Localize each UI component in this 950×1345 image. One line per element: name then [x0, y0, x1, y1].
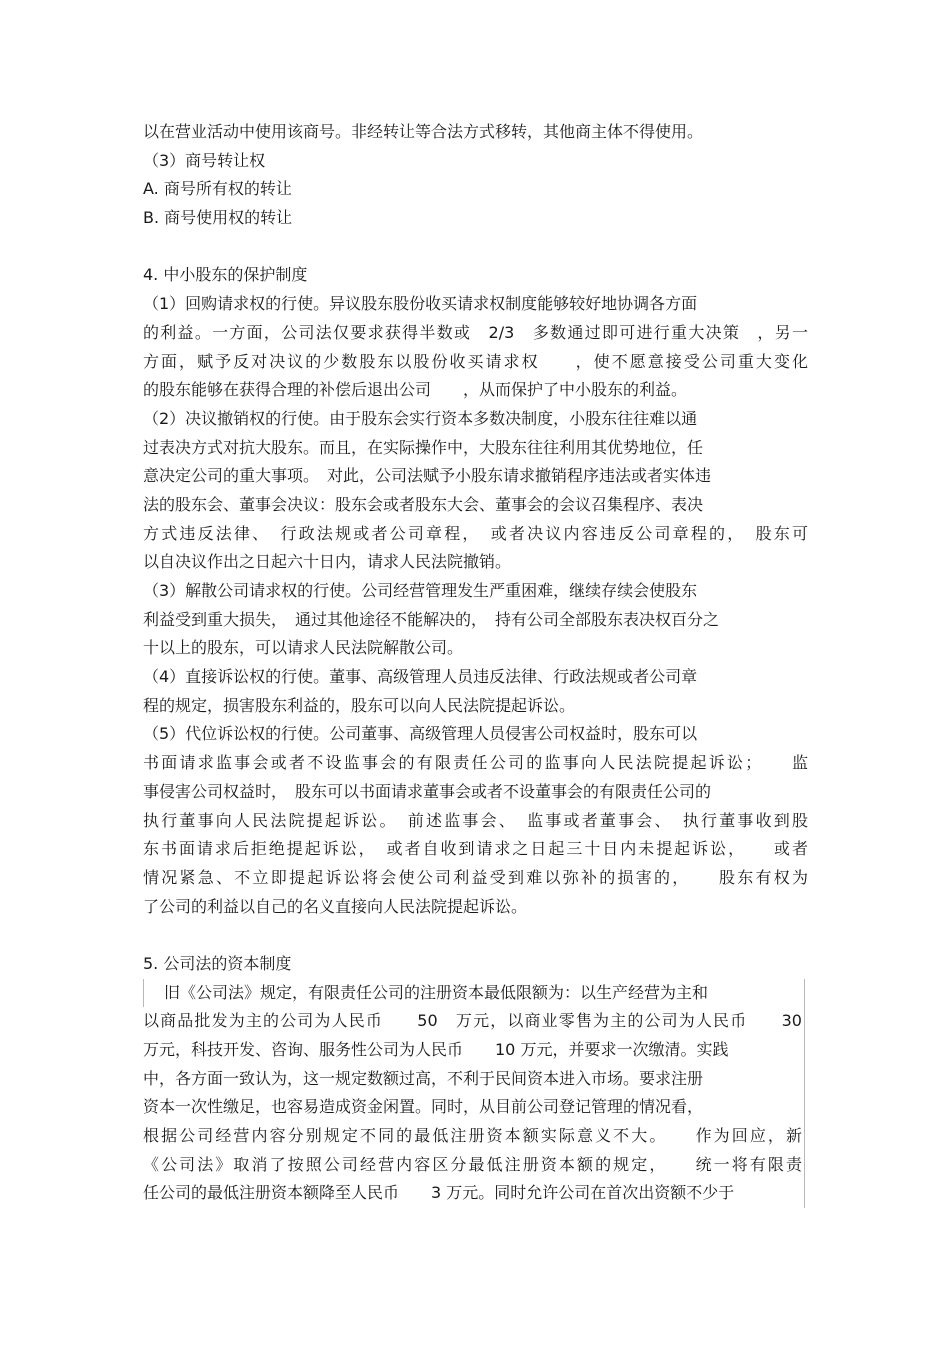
paragraph-line: （4）直接诉讼权的行使。董事、高级管理人员违反法律、行政法规或者公司章 — [143, 667, 698, 687]
paragraph-line: （2）决议撤销权的行使。由于股东会实行资本多数决制度，小股东往往难以通 — [143, 408, 698, 428]
paragraph-line: 东书面请求后拒绝提起诉讼， 或者自收到请求之日起三十日内未提起诉讼， 或者 — [143, 839, 808, 859]
paragraph-line: 书面请求监事会或者不设监事会的有限责任公司的监事向人民法院提起诉讼； 监 — [143, 753, 808, 773]
paragraph-line: 方面，赋予反对决议的少数股东以股份收买请求权 ，使不愿意接受公司重大变化 — [143, 351, 808, 371]
paragraph-line: 的利益。一方面，公司法仅要求获得半数或 2/3 多数通过即可进行重大决策 ，另一 — [143, 322, 808, 342]
paragraph-line: （1）回购请求权的行使。异议股东股份收买请求权制度能够较好地协调各方面 — [143, 294, 698, 314]
paragraph-line: 的股东能够在获得合理的补偿后退出公司 ，从而保护了中小股东的利益。 — [143, 380, 688, 400]
paragraph-line: 事侵害公司权益时， 股东可以书面请求董事会或者不设董事会的有限责任公司的 — [143, 781, 712, 801]
paragraph-line: 以在营业活动中使用该商号。非经转让等合法方式移转，其他商主体不得使用。 — [143, 122, 704, 141]
paragraph-line: 过表决方式对抗大股东。而且，在实际操作中，大股东往往利用其优势地位，任 — [143, 437, 704, 457]
paragraph-line: 任公司的最低注册资本额降至人民币 3 万元。同时允许公司在首次出资额不少于 — [143, 1179, 805, 1208]
list-item-a: A. 商号所有权的转让 — [143, 179, 292, 199]
paragraph-line: 根据公司经营内容分别规定不同的最低注册资本额实际意义不大。 作为回应，新 — [143, 1122, 805, 1151]
paragraph-line: 中，各方面一致认为，这一规定数额过高，不利于民间资本进入市场。要求注册 — [143, 1065, 805, 1094]
paragraph-line: 旧《公司法》规定，有限责任公司的注册资本最低限额为：以生产经营为主和 — [143, 979, 805, 1008]
paragraph-line: 利益受到重大损失， 通过其他途径不能解决的， 持有公司全部股东表决权百分之 — [143, 609, 720, 629]
list-item-b: B. 商号使用权的转让 — [143, 208, 293, 228]
paragraph-line: 法的股东会、董事会决议：股东会或者股东大会、董事会的会议召集程序、表决 — [143, 494, 704, 514]
paragraph-line: 十以上的股东，可以请求人民法院解散公司。 — [143, 638, 464, 658]
paragraph-line: 以商品批发为主的公司为人民币 50 万元，以商业零售为主的公司为人民币 30 — [143, 1007, 805, 1036]
section-4-heading: 4. 中小股东的保护制度 — [143, 265, 308, 285]
paragraph-line: （3）解散公司请求权的行使。公司经营管理发生严重困难，继续存续会使股东 — [143, 581, 698, 600]
document-page — [143, 118, 808, 1208]
spacer — [143, 233, 808, 262]
paragraph-line: 方式违反法律、 行政法规或者公司章程， 或者决议内容违反公司章程的， 股东可 — [143, 523, 808, 543]
paragraph-line: 以自决议作出之日起六十日内，请求人民法院撤销。 — [143, 552, 512, 572]
capital-system-text-box — [143, 979, 805, 1209]
paragraph-line: 执行董事向人民法院提起诉讼。 前述监事会、 监事或者董事会、 执行董事收到股 — [143, 810, 808, 830]
paragraph-line: 《公司法》取消了按照公司经营内容区分最低注册资本额的规定， 统一将有限责 — [143, 1151, 805, 1180]
section-5-heading: 5. 公司法的资本制度 — [143, 953, 292, 973]
section-4 — [143, 261, 808, 921]
paragraph-line: 意决定公司的重大事项。 对此，公司法赋予小股东请求撤销程序违法或者实体违 — [143, 466, 712, 486]
paragraph-line: 万元，科技开发、咨询、服务性公司为人民币 10 万元，并要求一次缴清。实践 — [143, 1036, 805, 1065]
paragraph-line: 程的规定，损害股东利益的，股东可以向人民法院提起诉讼。 — [143, 695, 576, 715]
spacer — [143, 921, 808, 950]
paragraph-line: （5）代位诉讼权的行使。公司董事、高级管理人员侵害公司权益时，股东可以 — [143, 724, 698, 744]
paragraph-line: 了公司的利益以自己的名义直接向人民法院提起诉讼。 — [143, 896, 528, 916]
paragraph-line: 资本一次性缴足，也容易造成资金闲置。同时，从目前公司登记管理的情况看， — [143, 1093, 805, 1122]
trade-name-block — [143, 118, 808, 233]
subheading-transfer-right: （3）商号转让权 — [143, 150, 266, 170]
paragraph-line: 情况紧急、不立即提起诉讼将会使公司利益受到难以弥补的损害的， 股东有权为 — [143, 867, 808, 887]
section-5 — [143, 950, 808, 1208]
